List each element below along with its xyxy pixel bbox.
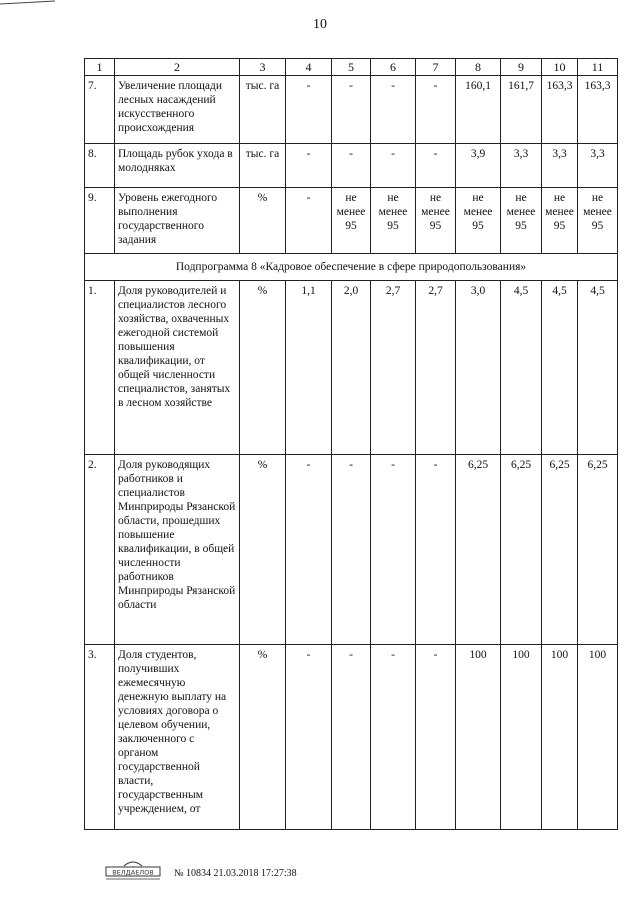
section-title: Подпрограмма 8 «Кадровое обеспечение в сфере природопользования»	[85, 254, 618, 281]
value-cell: -	[286, 76, 332, 144]
value-cell: 6,25	[578, 455, 618, 645]
value-cell: не менее 95	[456, 188, 501, 254]
value-cell: 163,3	[578, 76, 618, 144]
value-cell: 1,1	[286, 281, 332, 455]
table-row	[85, 144, 618, 188]
unit-cell: %	[240, 455, 286, 645]
column-header: 5	[332, 59, 371, 76]
value-cell: -	[332, 645, 371, 830]
value-cell: -	[286, 645, 332, 830]
value-cell: 3,0	[456, 281, 501, 455]
value-cell: -	[416, 455, 456, 645]
value-cell: -	[416, 144, 456, 188]
column-header: 9	[501, 59, 542, 76]
scan-artifact	[0, 0, 60, 8]
table-row	[85, 281, 618, 455]
unit-cell: тыс. га	[240, 76, 286, 144]
value-cell: не менее 95	[332, 188, 371, 254]
value-cell: -	[371, 455, 416, 645]
value-cell: 6,25	[501, 455, 542, 645]
value-cell: 100	[578, 645, 618, 830]
value-cell: 160,1	[456, 76, 501, 144]
page-number: 10	[313, 17, 327, 32]
column-header: 4	[286, 59, 332, 76]
value-cell: 6,25	[456, 455, 501, 645]
column-header: 8	[456, 59, 501, 76]
indicator-name: Увеличение площади лесных насаждений искусственного происхождения	[115, 76, 240, 144]
value-cell: 2,7	[416, 281, 456, 455]
table-row	[85, 455, 618, 645]
registry-seal-icon	[104, 858, 162, 882]
value-cell: -	[371, 76, 416, 144]
value-cell: -	[371, 144, 416, 188]
value-cell: 4,5	[578, 281, 618, 455]
row-number: 3.	[85, 645, 115, 830]
unit-cell: %	[240, 645, 286, 830]
value-cell: 3,3	[578, 144, 618, 188]
row-number: 8.	[85, 144, 115, 188]
unit-cell: %	[240, 188, 286, 254]
table-row	[85, 76, 618, 144]
value-cell: 2,7	[371, 281, 416, 455]
value-cell: 100	[501, 645, 542, 830]
value-cell: -	[286, 455, 332, 645]
row-number: 1.	[85, 281, 115, 455]
value-cell: 2,0	[332, 281, 371, 455]
indicator-name: Площадь рубок ухода в молодняках	[115, 144, 240, 188]
value-cell: 161,7	[501, 76, 542, 144]
seal-text: ВЕЛДАЕЛОВ	[112, 868, 154, 877]
value-cell: 4,5	[542, 281, 578, 455]
indicators-table	[84, 58, 618, 830]
row-number: 7.	[85, 76, 115, 144]
document-registration-info: № 10834 21.03.2018 17:27:38	[174, 868, 297, 879]
value-cell: не менее 95	[578, 188, 618, 254]
indicator-name: Доля руководителей и специалистов лесного хозяйства, охваченных ежегодной системой повышения квалификации, от общей численности специалистов, занятых в лесном хозяйстве	[115, 281, 240, 455]
row-number: 2.	[85, 455, 115, 645]
table-row	[85, 188, 618, 254]
column-header: 10	[542, 59, 578, 76]
row-number: 9.	[85, 188, 115, 254]
value-cell: не менее 95	[501, 188, 542, 254]
column-header: 2	[115, 59, 240, 76]
value-cell: -	[416, 76, 456, 144]
value-cell: -	[332, 76, 371, 144]
column-header: 1	[85, 59, 115, 76]
indicator-name: Уровень ежегодного выполнения государственного задания	[115, 188, 240, 254]
value-cell: -	[371, 645, 416, 830]
value-cell: 4,5	[501, 281, 542, 455]
value-cell: -	[332, 455, 371, 645]
value-cell: 3,3	[501, 144, 542, 188]
value-cell: 100	[542, 645, 578, 830]
indicator-name: Доля руководящих работников и специалистов Минприроды Рязанской области, прошедших повышение квалификации, в общей численности работников Минприроды Рязанской области	[115, 455, 240, 645]
column-header: 7	[416, 59, 456, 76]
unit-cell: %	[240, 281, 286, 455]
value-cell: -	[332, 144, 371, 188]
value-cell: 3,9	[456, 144, 501, 188]
table-row	[85, 645, 618, 830]
value-cell: не менее 95	[542, 188, 578, 254]
document-footer	[104, 858, 297, 882]
column-header: 11	[578, 59, 618, 76]
indicator-name: Доля студентов, получивших ежемесячную денежную выплату на условиях договора о целевом обучении, заключенного с органом государственной власти, государственным учреждением, от	[115, 645, 240, 830]
column-header: 3	[240, 59, 286, 76]
value-cell: -	[416, 645, 456, 830]
value-cell: не менее 95	[416, 188, 456, 254]
value-cell: 3,3	[542, 144, 578, 188]
table-header-row	[85, 59, 618, 76]
value-cell: -	[286, 188, 332, 254]
value-cell: не менее 95	[371, 188, 416, 254]
value-cell: 100	[456, 645, 501, 830]
value-cell: 163,3	[542, 76, 578, 144]
unit-cell: тыс. га	[240, 144, 286, 188]
column-header: 6	[371, 59, 416, 76]
value-cell: -	[286, 144, 332, 188]
section-row	[85, 254, 618, 281]
value-cell: 6,25	[542, 455, 578, 645]
